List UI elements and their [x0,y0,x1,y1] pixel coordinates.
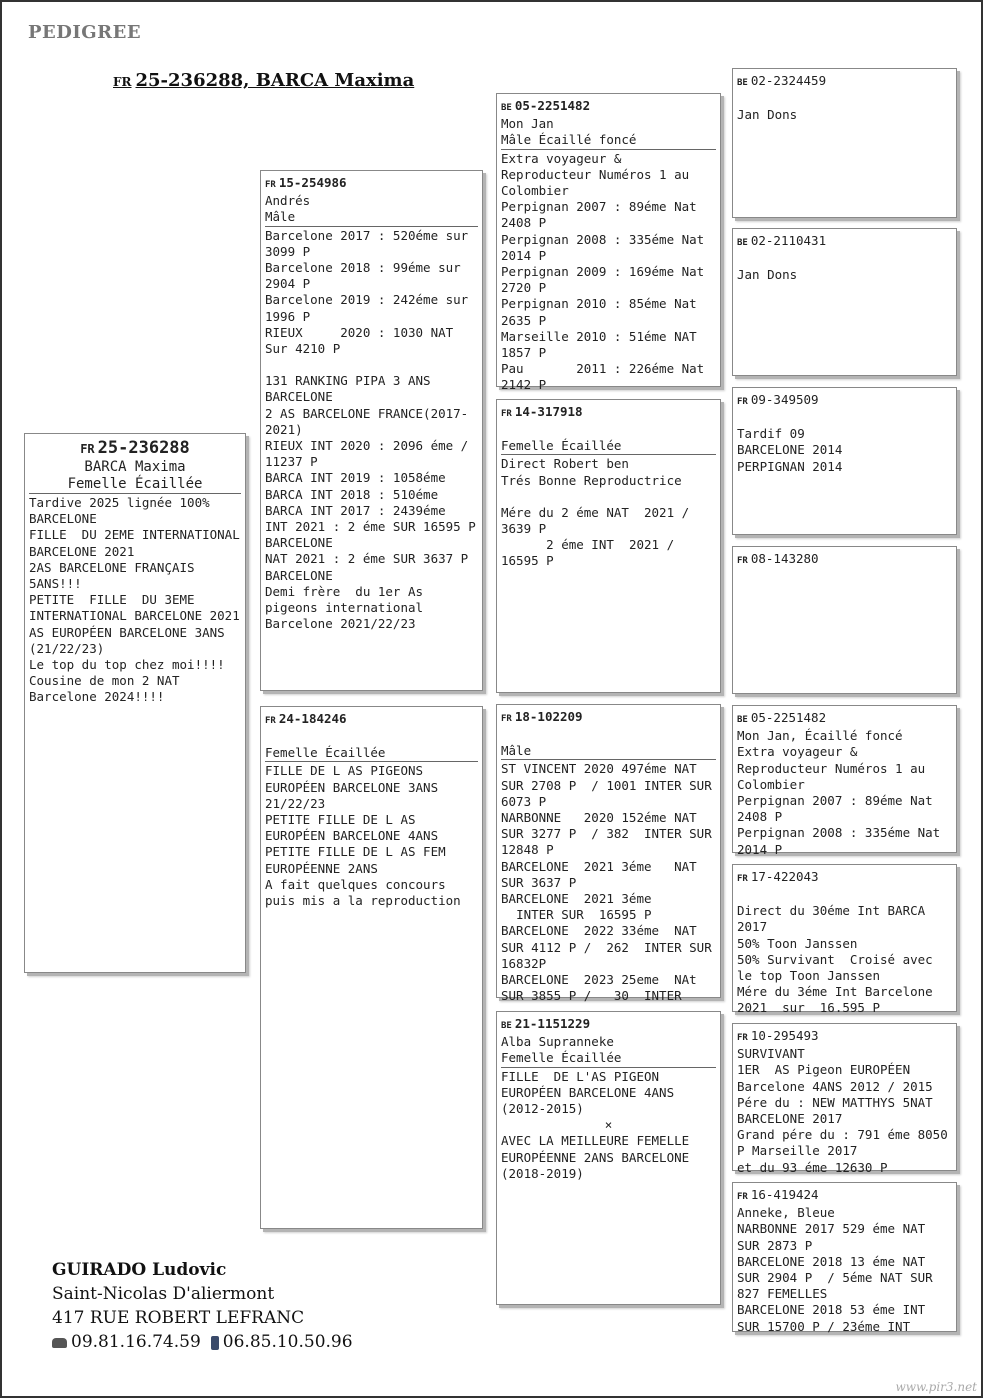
detail-line: 1ER AS Pigeon EUROPÉEN Barcelone 4ANS 2012 / 2015 [737,1062,933,1094]
card-header [265,175,478,227]
detail-line: BARCELONE 2021 3éme [501,891,652,907]
detail-line: PERPIGNAN 2014 [737,458,843,474]
detail-line: INT 2021 : 2 éme SUR 16595 P BARCELONE [265,519,484,551]
ring-number [737,1028,952,1046]
card-header [501,98,716,150]
detail-line: A fait quelques concours puis mis a la reproduction [265,876,461,909]
subject-name: BARCA Maxima [84,459,186,475]
detail-line: PETITE FILLE DE L AS EUROPÉEN BARCELONE 4ANS [265,812,439,844]
ring-number [501,98,716,116]
country-code: BE [737,238,748,248]
detail-line: FILLE DE L'AS PIGEON EUROPÉEN BARCELONE 4ANS (2012-2015) [501,1068,682,1117]
header-line: Mâle [265,209,296,225]
detail-line: Grand pére du : 791 éme 8050 P Marseille 2017 [737,1127,956,1159]
detail-line: Direct du 30éme Int BARCA 2017 [737,903,933,935]
note-line: FILLE DU 2EME INTERNATIONAL BARCELONE 2021 [29,527,248,559]
ring-number [737,233,952,251]
breeder-info [52,1258,353,1354]
detail-line: et du 93 éme 12630 P [737,1159,888,1175]
ring-id: 02-2110431 [750,233,827,248]
page-heading: PEDIGREE [28,22,142,43]
ring-number [501,1016,716,1034]
detail-line: BARCA INT 2019 : 1058éme [265,470,446,486]
ring-id: 21-1151229 [514,1016,591,1031]
breeder-city: Saint-Nicolas D'aliermont [52,1284,275,1304]
detail-line: Marseille 2010 : 51éme NAT 1857 P [501,328,705,361]
header-line: Femelle Écaillée [265,745,386,761]
detail-line: Pau 2011 : 226éme Nat 2142 P [501,361,712,393]
header-line: Femelle Écaillée [501,438,622,454]
detail-line: BARCA INT 2017 : 2439éme [265,502,446,518]
header-line: Andrés [265,193,311,209]
ring-id: 08-143280 [750,551,819,566]
header-line: Mâle [501,743,532,759]
card-header [265,711,478,762]
detail-line: NARBONNE 2017 529 éme NAT SUR 2873 P [737,1221,933,1253]
detail-line: Perpignan 2008 : 335éme Nat 2014 P [501,231,712,263]
breeder-phone[interactable]: 09.81.16.74.59 [71,1332,201,1352]
country-code: FR [501,409,512,419]
dam-dam-card [496,1011,721,1305]
country-code: BE [737,715,748,725]
dam-sire-card [496,704,721,1004]
detail-line: Tardif 09 [737,426,805,442]
country-code: BE [737,78,748,88]
country-code: FR [265,716,276,726]
detail-line: BARCELONE 2018 13 éme NAT SUR 2904 P / 5éme NAT SUR 827 FEMELLES [737,1253,941,1302]
detail-line: Barcelone 2018 : 99éme sur 2904 P [265,260,469,292]
detail-line: Trés Bonne Reproductrice [501,472,682,488]
ring-number [737,1187,952,1205]
detail-line: 2 AS BARCELONE FRANCE(2017- 2021) [265,405,476,437]
sire-sire-card [496,93,721,393]
detail-line: Barcelone 2019 : 242éme sur 1996 P [265,292,476,324]
detail-line [737,887,952,903]
ring-id: 17-422043 [750,869,819,884]
header-line [501,727,716,743]
detail-line: SURVIVANT [737,1046,805,1062]
detail-line: Mon Jan, Écaillé foncé [737,728,903,744]
detail-line: Mére du 2 éme NAT 2021 / 3639 P [501,504,697,537]
country-code: FR [501,714,512,724]
gen3-card [732,1182,957,1332]
country-code: FR [265,180,276,190]
ring-number [265,175,478,193]
subject-header [29,438,241,494]
detail-line: PETITE FILLE DE L AS FEM EUROPÉENNE 2ANS [265,844,454,876]
detail-line [737,410,952,426]
detail-line: Anneke, Bleue [737,1205,835,1221]
detail-line: Perpignan 2009 : 169éme Nat 2720 P [501,264,712,296]
detail-line [737,251,952,267]
detail-line: NARBONNE 2020 152éme NAT SUR 3277 P / 382 INTER SUR 12848 P [501,810,720,858]
ring-id: 14-317918 [514,404,583,419]
ring-id: 05-2251482 [514,98,591,113]
detail-line: Jan Dons [737,267,798,283]
detail-line: RIEUX 2020 : 1030 NAT Sur 4210 P [265,324,461,357]
gen3-card [732,864,957,1016]
ring-id: 18-102209 [514,709,583,724]
ring-id: 10-295493 [750,1028,819,1043]
country-code: FR [737,556,748,566]
ring-id: 02-2324459 [750,73,827,88]
header-line: Mon Jan [501,116,554,132]
country-code: BE [501,1021,512,1031]
detail-line [265,357,478,373]
ring-id: 15-254986 [278,175,347,190]
detail-line: NAT 2021 : 2 éme SUR 3637 P BARCELONE [265,551,484,583]
ring-id: 09-349509 [750,392,819,407]
title-ring: 25-236288, BARCA Maxima [135,70,415,91]
ring-number [737,710,952,728]
detail-line: Perpignan 2007 : 89éme Nat 2408 P [501,199,712,231]
detail-line: BARCELONE 2021 3éme NAT SUR 3637 P [501,858,705,890]
ring-number [501,709,716,727]
sire-dam-card [496,399,721,693]
header-line [501,422,716,438]
title-country: FR [113,75,132,89]
ring-number [737,551,952,569]
subject-card [24,433,246,973]
detail-line: FILLE DE L AS PIGEONS EUROPÉEN BARCELONE 3ANS 21/22/23 [265,763,446,811]
breeder-mobile[interactable]: 06.85.10.50.96 [222,1332,353,1352]
breeder-contacts [52,1330,353,1354]
note-line: Le top du top chez moi!!!! [29,657,225,673]
detail-line: BARCA INT 2018 : 510éme [265,486,439,502]
breeder-street: 417 RUE ROBERT LEFRANC [52,1308,305,1328]
detail-line [501,489,716,505]
note-line: 2AS BARCELONE FRANÇAIS 5ANS!!! [29,559,203,592]
gen3-card [732,1023,957,1175]
country-code: BE [501,103,512,113]
header-line [265,729,478,745]
ring-number [501,404,716,422]
note-line: PETITE FILLE DU 3EME INTERNATIONAL BARCELONE 2021 [29,592,240,624]
detail-line: INTER SUR 16595 P [501,907,652,923]
detail-line: Direct Robert ben [501,456,629,472]
card-header [501,1016,716,1068]
detail-line: Jan Dons [737,107,798,123]
dam-card [260,706,483,1229]
gen3-card [732,705,957,857]
note-line: Tardive 2025 lignée 100% BARCELONE [29,495,218,527]
ring-id: 24-184246 [278,711,347,726]
sire-card [260,170,483,691]
detail-line: 2 éme INT 2021 / 16595 P [501,537,682,569]
gen3-card [732,228,957,376]
card-header [501,404,716,455]
detail-line: Perpignan 2008 : 335éme Nat 2014 P [737,825,948,857]
ring-id: 16-419424 [750,1187,819,1202]
note-line: Cousine de mon 2 NAT Barcelone 2024!!!! [29,673,188,705]
detail-line: 131 RANKING PIPA 3 ANS BARCELONE [265,373,439,405]
ring-number [737,869,952,887]
gen3-card [732,68,957,218]
country-code: FR [737,1033,748,1043]
telephone-icon [52,1338,67,1348]
gen3-card [732,387,957,535]
note-line: AS EUROPÉEN BARCELONE 3ANS (21/22/23) [29,624,233,656]
site-watermark: www.pir3.net [895,1380,977,1394]
mobile-phone-icon [211,1336,219,1350]
detail-line: AVEC LA MEILLEURE FEMELLE EUROPÉENNE 2ANS BARCELONE (2018-2019) [501,1133,697,1181]
subject-ring: FR 25-236288 [80,438,190,458]
detail-line: BARCELONE 2014 [737,442,843,458]
detail-line: BARCELONE 2022 33éme NAT SUR 4112 P / 262 INTER SUR 16832P [501,923,720,971]
pedigree-title [113,70,414,91]
country-code: FR [737,397,748,407]
detail-line: Barcelone 2017 : 520éme sur 3099 P [265,227,476,259]
detail-line: Perpignan 2007 : 89éme Nat 2408 P [737,793,948,825]
detail-line: Extra voyageur & Reproducteur Numéros 1 au Colombier [737,744,933,792]
ring-number [737,392,952,410]
country-code: FR [737,1192,748,1202]
subject-color: Femelle Écaillée [67,476,203,492]
detail-line: Extra voyageur & Reproducteur Numéros 1 au Colombier [501,150,697,199]
detail-line: BARCELONE 2023 25eme NAt SUR 3855 P / 30 INTER [501,972,705,1004]
detail-line: ST VINCENT 2020 497éme NAT SUR 2708 P / 1001 INTER SUR 6073 P [501,761,720,809]
detail-line: Pére du : NEW MATTHYS 5NAT BARCELONE 2017 [737,1094,941,1127]
detail-line: 50% Toon Janssen [737,935,858,951]
header-line: Femelle Écaillée [501,1050,622,1066]
subject-notes [29,495,248,706]
detail-line: × [604,1117,613,1133]
detail-line: RIEUX INT 2020 : 2096 éme / 11237 P [265,438,476,470]
header-line: Mâle Écaillé foncé [501,132,637,148]
country-code: FR [737,874,748,884]
detail-line [737,91,952,107]
breeder-name: GUIRADO Ludovic [52,1260,227,1280]
detail-line: Mére du 3éme Int Barcelone 2021 sur 16.595 P [737,984,941,1016]
card-header [501,709,716,760]
header-line: Alba Supranneke [501,1034,614,1050]
ring-number [265,711,478,729]
gen3-card [732,546,957,694]
ring-id: 05-2251482 [750,710,827,725]
detail-line: BARCELONE 2018 53 éme INT SUR 15700 P / 23éme INT [737,1302,933,1334]
detail-line: Demi frère du 1er As pigeons international Barcelone 2021/22/23 [265,583,431,632]
detail-line: Perpignan 2010 : 85éme Nat 2635 P [501,296,705,328]
ring-number [737,73,952,91]
detail-line: 50% Survivant Croisé avec le top Toon Janssen [737,951,941,984]
